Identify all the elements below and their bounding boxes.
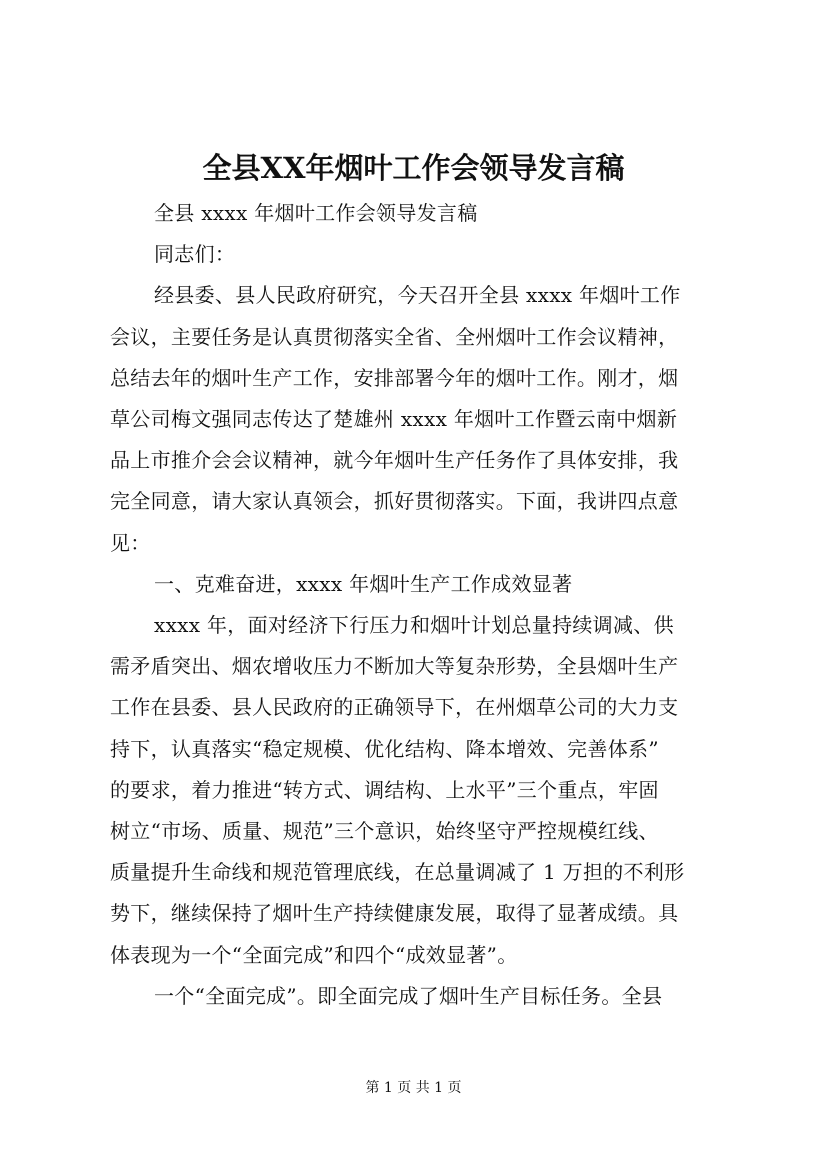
body-line: 需矛盾突出、烟农增收压力不断加大等复杂形势，全县烟叶生产 [110, 654, 679, 679]
body-line: xxxx 年，面对经济下行压力和烟叶计划总量持续调减、供 [154, 613, 674, 638]
body-line: 见： [110, 530, 151, 555]
body-line: 一、克难奋进，xxxx 年烟叶生产工作成效显著 [154, 571, 573, 596]
body-line: 持下，认真落实“稳定规模、优化结构、降本增效、完善体系” [110, 736, 659, 761]
document-body [110, 193, 722, 1017]
body-line: 品上市推介会会议精神，就今年烟叶生产任务作了具体安排，我 [110, 448, 679, 473]
body-line: 的要求，着力推进“转方式、调结构、上水平”三个重点，牢固 [110, 777, 659, 802]
body-line: 一个“全面完成”。即全面完成了烟叶生产目标任务。全县 [154, 983, 663, 1008]
body-line: 总结去年的烟叶生产工作，安排部署今年的烟叶工作。刚才，烟 [110, 365, 679, 390]
page-footer: 第 1 页 共 1 页 [365, 1080, 462, 1096]
body-line: 质量提升生命线和规范管理底线，在总量调减了 1 万担的不利形 [110, 860, 685, 885]
body-line: 同志们： [154, 242, 236, 267]
body-line: 完全同意，请大家认真领会，抓好贯彻落实。下面，我讲四点意 [110, 489, 679, 514]
body-line: 体表现为一个“全面完成”和四个“成效显著”。 [110, 942, 518, 967]
body-line: 草公司梅文强同志传达了楚雄州 xxxx 年烟叶工作暨云南中烟新 [110, 407, 678, 432]
document-title: 全县XX年烟叶工作会领导发言稿 [202, 151, 625, 185]
body-line: 全县 xxxx 年烟叶工作会领导发言稿 [154, 201, 478, 225]
body-line: 势下，继续保持了烟叶生产持续健康发展，取得了显著成绩。具 [110, 901, 679, 926]
body-line: 树立“市场、质量、规范”三个意识，始终坚守严控规模红线、 [110, 819, 659, 844]
body-line: 会议，主要任务是认真贯彻落实全省、全州烟叶工作会议精神， [110, 324, 679, 349]
body-line: 工作在县委、县人民政府的正确领导下，在州烟草公司的大力支 [110, 695, 679, 720]
body-line: 经县委、县人民政府研究，今天召开全县 xxxx 年烟叶工作 [154, 283, 681, 308]
